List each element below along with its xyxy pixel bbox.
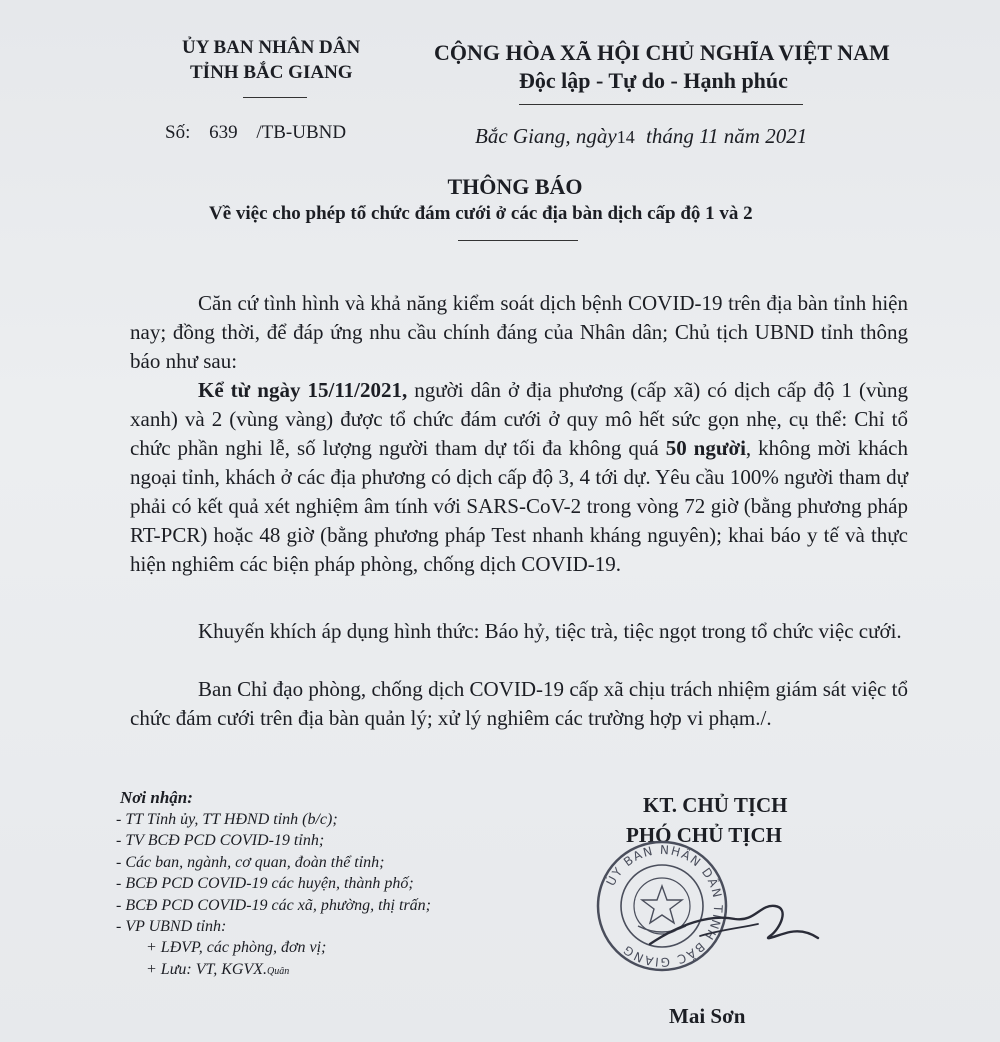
month-label: tháng: [645, 124, 694, 148]
doc-number: [165, 122, 346, 144]
paragraph-3: Khuyến khích áp dụng hình thức: Báo hỷ, tiệc trà, tiệc ngọt trong tổ chức việc cưới.: [198, 619, 902, 643]
recipient-item: - BCĐ PCD COVID-19 các huyện, thành phố;: [116, 875, 414, 893]
doc-number-label: Số:: [165, 122, 191, 143]
recipient-item: - TT Tỉnh ủy, TT HĐND tỉnh (b/c);: [116, 811, 338, 828]
paragraph-2: [130, 376, 908, 579]
place-date: [475, 124, 807, 149]
motto-underline: [519, 104, 803, 105]
issuer-line-1: ỦY BAN NHÂN DÂN: [182, 37, 361, 58]
seal-text: ỦY BAN NHÂN DÂN TỈNH BẮC GIANG: [603, 842, 726, 970]
doc-number-code: /TB-UBND: [256, 122, 347, 143]
paragraph-4: Ban Chỉ đạo phòng, chống dịch COVID-19 cấp xã chịu trách nhiệm giám sát việc tổ chức đám cưới trên địa bàn quản lý; xử lý nghiêm các trường hợp vi phạm./.: [130, 677, 908, 730]
paragraph-2-text-b: , không mời khách ngoại tỉnh, khách ở các địa phương có dịch cấp độ 3, 4 tới dự. Yêu cầu 100% người tham dự phải có kết quả xét nghiệm âm tính với SARS-CoV-2 trong vòng 72 giờ (bằng phương pháp RT-PCR) hoặc 48 giờ (bằng phương pháp Test nhanh kháng nguyên); khai báo y tế và thực hiện nghiêm các biện pháp phòng, chống dịch COVID-19.: [130, 436, 908, 576]
recipient-item: + LĐVP, các phòng, đơn vị;: [146, 939, 327, 957]
signature-title-1: KT. CHỦ TỊCH: [643, 793, 788, 817]
handwritten-signature-icon: [640, 884, 830, 964]
recipient-item: - TV BCĐ PCD COVID-19 tỉnh;: [116, 832, 325, 850]
issuer-underline: [243, 97, 307, 98]
national-motto: Độc lập - Tự do - Hạnh phúc: [519, 68, 788, 93]
recipient-item: - BCĐ PCD COVID-19 các xã, phường, thị trấn;: [116, 896, 431, 914]
recipients-list: [116, 809, 431, 982]
recipient-archive: + Lưu: VT, KGVX.: [146, 960, 268, 978]
paragraph-2-text-a: người dân ở địa phương (cấp xã) có dịch cấp độ 1 (vùng xanh) và 2 (vùng vàng) được tổ chức đám cưới ở quy mô hết sức gọn nhẹ, cụ thể: Chỉ tổ chức phần nghi lễ, số lượng người tham dự tối đa không quá: [130, 378, 908, 460]
effective-date: Kể từ ngày 15/11/2021,: [198, 378, 408, 402]
signature-title-2: PHÓ CHỦ TỊCH: [626, 823, 782, 847]
date-day: 14: [616, 127, 635, 147]
year-label: năm: [723, 124, 760, 148]
document-subtitle: Về việc cho phép tổ chức đám cưới ở các địa bàn dịch cấp độ 1 và 2: [209, 203, 753, 224]
date-month: 11: [699, 124, 719, 148]
place-text: Bắc Giang, ngày: [475, 124, 617, 148]
recipients-title: Nơi nhận:: [120, 788, 193, 807]
document-title: THÔNG BÁO: [447, 174, 583, 199]
date-year: 2021: [765, 124, 808, 148]
paragraph-1: Căn cứ tình hình và khả năng kiểm soát dịch bệnh COVID-19 trên địa bàn tỉnh hiện nay; đồng thời, để đáp ứng nhu cầu chính đáng của Nhân dân; Chủ tịch UBND tỉnh thông báo như sau:: [130, 291, 908, 373]
issuer-line-2: TỈNH BẮC GIANG: [190, 62, 353, 83]
recipient-item: - Các ban, ngành, cơ quan, đoàn thể tỉnh;: [116, 853, 385, 871]
subtitle-underline: [458, 240, 578, 241]
recipient-item: [116, 959, 431, 982]
max-attendees: 50 người: [665, 436, 746, 460]
clerk-initials: Quân: [267, 965, 290, 977]
national-title: CỘNG HÒA XÃ HỘI CHỦ NGHĨA VIỆT NAM: [434, 40, 890, 65]
recipient-item: - VP UBND tỉnh:: [116, 918, 227, 936]
doc-number-value: 639: [209, 122, 238, 143]
signer-name: Mai Sơn: [669, 1004, 746, 1028]
